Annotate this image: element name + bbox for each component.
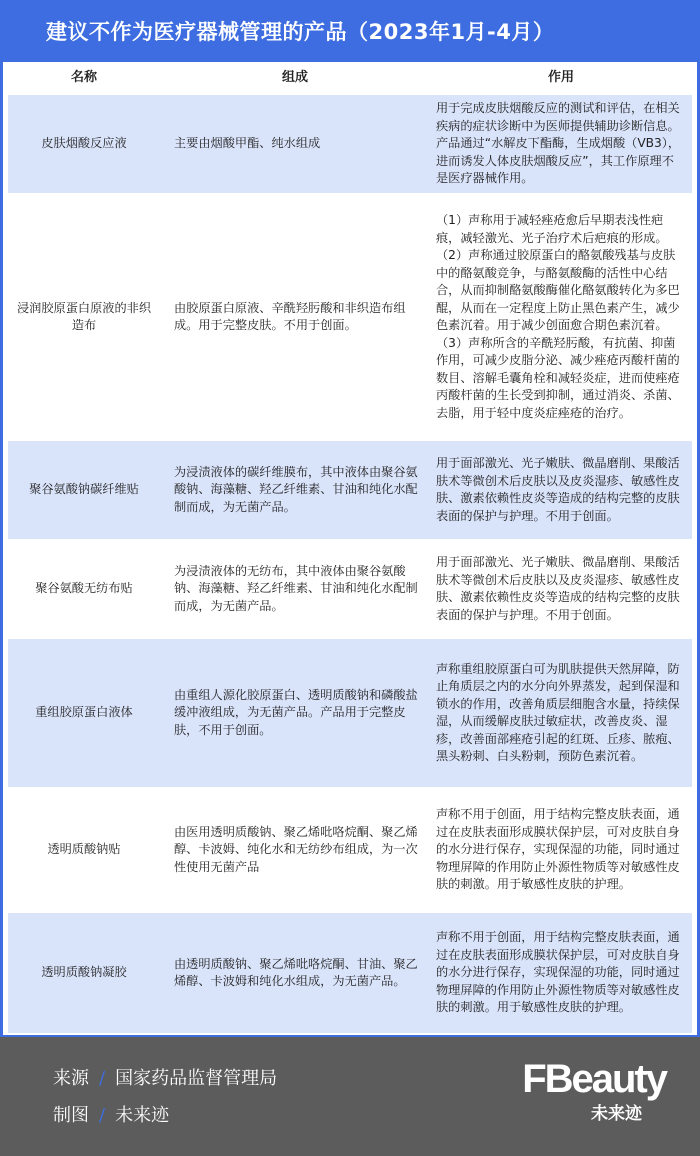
page-title: 建议不作为医疗器械管理的产品（2023年1月-4月）: [0, 0, 700, 62]
slash-divider: /: [99, 1068, 106, 1089]
table-row: [8, 541, 692, 637]
footer: [0, 1037, 700, 1156]
product-function: 声称不用于创面，用于结构完整皮肤表面，通过在皮肤表面形成膜状保护层，可对皮肤自身的水分进行保存，实现保湿的功能，同时通过物理屏障的作用防止外源性物质等对敏感性皮肤的刺激。用于敏感性皮肤的护理。: [436, 807, 680, 892]
product-composition: 由胶原蛋白原液、辛酰羟肟酸和非织造布组成。用于完整皮肤。不用于创面。: [174, 300, 406, 332]
product-composition: 为浸渍液体的碳纤维膜布，其中液体由聚谷氨酸钠、海藻糖、羟乙纤维素、甘油和纯化水配制而成，为无菌产品。: [174, 464, 418, 514]
source-value: 国家药品监督管理局: [115, 1068, 278, 1089]
product-name: 透明质酸钠贴: [47, 842, 121, 857]
product-name: 聚谷氨酸钠碳纤维贴: [29, 482, 139, 497]
product-name: 浸润胶原蛋白原液的非织造布: [16, 300, 152, 332]
maker-line: [53, 1101, 169, 1127]
logo-text-en: FBeauty: [522, 1057, 666, 1101]
product-composition: 由医用透明质酸钠、聚乙烯吡咯烷酮、聚乙烯醇、卡波姆、纯化水和无纺纱布组成，为一次性使用无菌产品: [174, 824, 418, 874]
source-label: 来源: [53, 1068, 89, 1089]
maker-value: 未来迹: [115, 1105, 170, 1126]
table-row: [8, 441, 692, 539]
table-row: [8, 95, 692, 193]
table-row: [8, 913, 692, 1033]
product-table: [0, 62, 700, 1037]
fbeauty-logo: [522, 1059, 666, 1124]
product-composition: 由透明质酸钠、聚乙烯吡咯烷酮、甘油、聚乙烯醇、卡波姆和纯化水组成，为无菌产品。: [174, 956, 418, 988]
column-header-composition: 组成: [281, 69, 308, 85]
product-function: 用于面部激光、光子嫩肤、微晶磨削、果酸活肤术等微创术后皮肤以及皮炎湿疹、敏感性皮肤、激素依赖性皮炎等造成的结构完整的皮肤表面的保护与护理。不用于创面。: [436, 456, 680, 523]
product-function: 用于完成皮肤烟酸反应的测试和评估，在相关疾病的症状诊断中为医师提供辅助诊断信息。产品通过“水解皮下酯酶，生成烟酸（VB3），进而诱发人体皮肤烟酸反应”，其工作原理不是医疗器械作用。: [436, 101, 681, 186]
table-row: [8, 639, 692, 787]
table-row: [8, 789, 692, 911]
product-function: 声称不用于创面，用于结构完整皮肤表面，通过在皮肤表面形成膜状保护层，可对皮肤自身的水分进行保存，实现保湿的功能，同时通过物理屏障的作用防止外源性物质等对敏感性皮肤的刺激。用于敏感性皮肤的护理。: [436, 930, 680, 1015]
table-row: [8, 195, 692, 439]
maker-label: 制图: [53, 1105, 89, 1126]
product-name: 皮肤烟酸反应液: [41, 136, 127, 151]
product-composition: 主要由烟酸甲酯、纯水组成: [174, 136, 321, 151]
product-composition: 为浸渍液体的无纺布，其中液体由聚谷氨酸钠、海藻糖、羟乙纤维素、甘油和纯化水配制而成，为无菌产品。: [174, 563, 418, 613]
product-name: 透明质酸钠凝胶: [41, 965, 127, 980]
table-header: [8, 62, 692, 93]
column-header-name: 名称: [70, 69, 97, 85]
product-name: 聚谷氨酸无纺布贴: [35, 581, 133, 596]
logo-text-cn: 未来迹: [591, 1104, 642, 1123]
column-header-function: 作用: [547, 69, 574, 85]
product-function: 用于面部激光、光子嫩肤、微晶磨削、果酸活肤术等微创术后皮肤以及皮炎湿疹、敏感性皮肤、激素依赖性皮炎等造成的结构完整的皮肤表面的保护与护理。不用于创面。: [436, 555, 680, 622]
product-name: 重组胶原蛋白液体: [35, 705, 133, 720]
source-line: [53, 1064, 277, 1090]
slash-divider: /: [99, 1105, 106, 1126]
product-composition: 由重组人源化胶原蛋白、透明质酸钠和磷酸盐缓冲液组成，为无菌产品。产品用于完整皮肤，不用于创面。: [174, 687, 418, 737]
product-function: 声称重组胶原蛋白可为肌肤提供天然屏障，防止角质层之内的水分向外界蒸发，起到保湿和锁水的作用，改善角质层细胞含水量，持续保湿，从而缓解皮肤过敏症状，改善皮炎、湿疹，改善面部痤疮引起的红斑、丘疹、脓疱、黑头粉刺、白头粉刺，预防色素沉着。: [436, 661, 680, 763]
product-function: （1）声称用于减轻痤疮愈后早期表浅性疤痕，减轻激光、光子治疗术后疤痕的形成。（2）声称通过胶原蛋白的酪氨酸残基与皮肤中的酪氨酸竞争，与酪氨酸酶的活性中心结合，从而抑制酪氨酸酶催化酪氨酸转化为多巴醌，从而在一定程度上防止黑色素产生，减少色素沉着。用于减少创面愈合期色素沉着。（3）声称所含的辛酰羟肟酸，有抗菌、抑菌作用，可减少皮脂分泌、减少痤疮丙酸杆菌的数目、溶解毛囊角栓和减轻炎症，进而使痤疮丙酸杆菌的生长受到抑制，通过消炎、杀菌、去脂，用于轻中度炎症痤疮的治疗。: [436, 213, 680, 420]
